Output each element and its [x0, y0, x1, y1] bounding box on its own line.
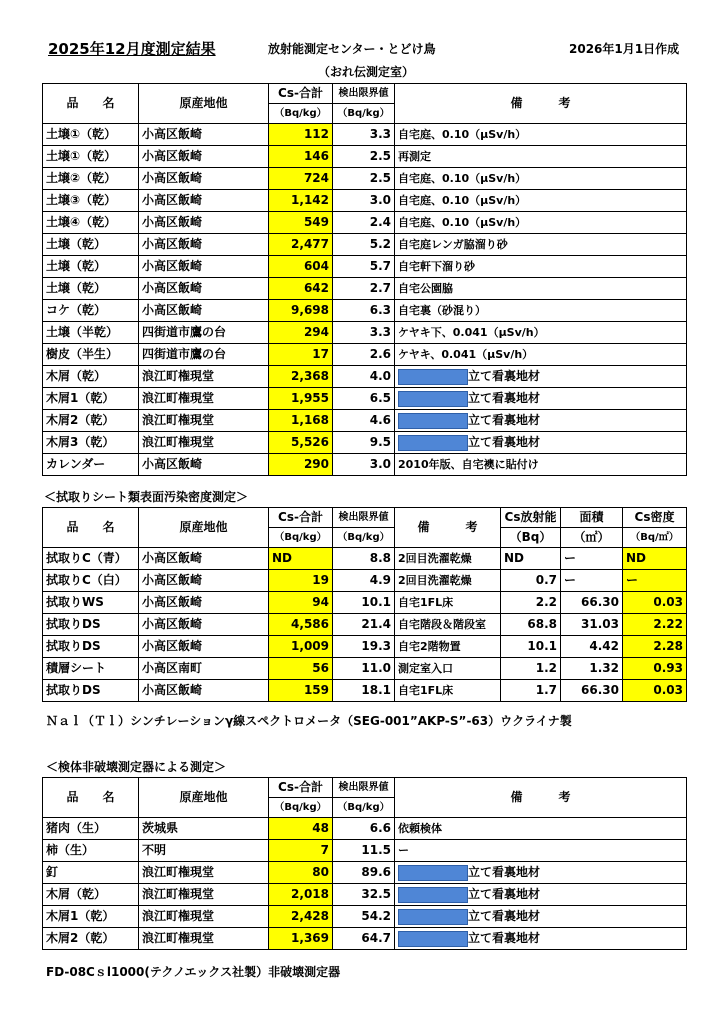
remarks-text: 自宅庭、0.10（μSv/h） — [398, 128, 527, 141]
limit-value-cell: 9.5 — [333, 432, 395, 454]
remarks-cell — [395, 124, 687, 146]
header-limit: 検出限界値 — [333, 778, 395, 798]
table-row — [43, 928, 687, 950]
limit-value-cell: 5.2 — [333, 234, 395, 256]
remarks-cell — [395, 906, 687, 928]
header-origin: 原産地他 — [139, 508, 269, 548]
origin-cell: 浪江町権現堂 — [139, 862, 269, 884]
table-row — [43, 680, 687, 702]
header-origin: 原産地他 — [139, 778, 269, 818]
origin-cell: 小高区飯崎 — [139, 212, 269, 234]
item-cell: 木屑2（乾） — [43, 928, 139, 950]
cs-value-cell: 549 — [269, 212, 333, 234]
remarks-cell — [395, 300, 687, 322]
density-cell: ND — [623, 548, 687, 570]
origin-cell: 不明 — [139, 840, 269, 862]
item-cell: 土壌（乾） — [43, 256, 139, 278]
remarks-cell — [395, 212, 687, 234]
remarks-text: 自宅庭、0.10（μSv/h） — [398, 216, 527, 229]
item-cell: 土壌（乾） — [43, 278, 139, 300]
redaction-bar — [398, 391, 468, 407]
area-cell: 66.30 — [561, 592, 623, 614]
activity-cell: 2.2 — [501, 592, 561, 614]
limit-value-cell: 11.0 — [333, 658, 395, 680]
limit-value-cell: 21.4 — [333, 614, 395, 636]
remarks-cell — [395, 388, 687, 410]
wipe-density-table — [42, 507, 687, 702]
item-cell: 積層シート — [43, 658, 139, 680]
redaction-bar — [398, 887, 468, 903]
origin-cell: 茨城県 — [139, 818, 269, 840]
table-row — [43, 432, 687, 454]
density-cell: 0.03 — [623, 680, 687, 702]
origin-cell: 小高区飯崎 — [139, 570, 269, 592]
item-cell: 釘 — [43, 862, 139, 884]
remarks-text: 自宅庭レンガ脇溜り砂 — [398, 238, 508, 251]
limit-value-cell: 18.1 — [333, 680, 395, 702]
remarks-text: ー — [398, 844, 409, 857]
table-row — [43, 366, 687, 388]
item-cell: 土壌（半乾） — [43, 322, 139, 344]
table-row — [43, 884, 687, 906]
remarks-text: 立て看裏地材 — [468, 931, 541, 945]
table-row — [43, 636, 687, 658]
item-cell: 土壌①（乾） — [43, 146, 139, 168]
table-row — [43, 212, 687, 234]
remarks-cell — [395, 840, 687, 862]
cs-value-cell: 4,586 — [269, 614, 333, 636]
remarks-cell — [395, 168, 687, 190]
remarks-cell — [395, 884, 687, 906]
item-cell: 木屑2（乾） — [43, 410, 139, 432]
redaction-bar — [398, 435, 468, 451]
origin-cell: 浪江町権現堂 — [139, 388, 269, 410]
activity-cell: 1.7 — [501, 680, 561, 702]
cs-value-cell: 112 — [269, 124, 333, 146]
creation-date: 2026年1月1日作成 — [569, 42, 680, 56]
limit-value-cell: 6.5 — [333, 388, 395, 410]
limit-value-cell: 54.2 — [333, 906, 395, 928]
remarks-cell — [395, 278, 687, 300]
area-cell: ー — [561, 570, 623, 592]
cs-value-cell: 5,526 — [269, 432, 333, 454]
table-row — [43, 570, 687, 592]
origin-cell: 小高区飯崎 — [139, 146, 269, 168]
lab-name: （おれ伝測定室） — [318, 65, 415, 79]
remarks-text: 依頼検体 — [398, 822, 442, 835]
header-cs: Cs-合計 — [269, 778, 333, 798]
cs-value-cell: 1,009 — [269, 636, 333, 658]
table-row — [43, 818, 687, 840]
limit-value-cell: 2.4 — [333, 212, 395, 234]
area-cell: 66.30 — [561, 680, 623, 702]
item-cell: 土壌（乾） — [43, 234, 139, 256]
cs-value-cell: 604 — [269, 256, 333, 278]
header-activity: Cs放射能 — [501, 508, 561, 528]
cs-value-cell: 7 — [269, 840, 333, 862]
origin-cell: 小高区飯崎 — [139, 636, 269, 658]
header-cs-unit: （Bq/kg） — [269, 798, 333, 818]
remarks-cell: 自宅2階物置 — [395, 636, 501, 658]
remarks-cell: 自宅1FL床 — [395, 680, 501, 702]
cs-value-cell: 80 — [269, 862, 333, 884]
remarks-text: 自宅軒下溜り砂 — [398, 260, 475, 273]
item-cell: 樹皮（半生） — [43, 344, 139, 366]
table-row — [43, 278, 687, 300]
limit-value-cell: 3.3 — [333, 322, 395, 344]
item-cell: 猪肉（生） — [43, 818, 139, 840]
table-row — [43, 862, 687, 884]
density-cell: 2.28 — [623, 636, 687, 658]
origin-cell: 小高区飯崎 — [139, 278, 269, 300]
remarks-cell — [395, 256, 687, 278]
section-title-wipe: ＜拭取りシート類表面汚染密度測定＞ — [44, 490, 249, 504]
limit-value-cell: 4.6 — [333, 410, 395, 432]
redaction-bar — [398, 865, 468, 881]
remarks-text: 立て看裏地材 — [468, 391, 541, 405]
limit-value-cell: 6.3 — [333, 300, 395, 322]
section-title-nondestructive: ＜検体非破壊測定器による測定＞ — [46, 760, 227, 774]
header-cs-unit: （Bq/kg） — [269, 104, 333, 124]
density-cell: 0.03 — [623, 592, 687, 614]
header-remarks: 備 考 — [395, 84, 687, 124]
origin-cell: 浪江町権現堂 — [139, 410, 269, 432]
remarks-text: 立て看裏地材 — [468, 909, 541, 923]
origin-cell: 浪江町権現堂 — [139, 432, 269, 454]
remarks-cell: 2回目洗濯乾燥 — [395, 548, 501, 570]
header-origin: 原産地他 — [139, 84, 269, 124]
cs-value-cell: 2,018 — [269, 884, 333, 906]
origin-cell: 浪江町権現堂 — [139, 884, 269, 906]
table-row — [43, 592, 687, 614]
limit-value-cell: 64.7 — [333, 928, 395, 950]
origin-cell: 小高区飯崎 — [139, 168, 269, 190]
item-cell: 土壌③（乾） — [43, 190, 139, 212]
header-limit-unit: （Bq/kg） — [333, 798, 395, 818]
table-row — [43, 388, 687, 410]
cs-value-cell: 146 — [269, 146, 333, 168]
limit-value-cell: 2.6 — [333, 344, 395, 366]
limit-value-cell: 3.3 — [333, 124, 395, 146]
remarks-cell — [395, 190, 687, 212]
soil-measurement-table — [42, 83, 687, 476]
remarks-text: 再測定 — [398, 150, 431, 163]
table-row — [43, 548, 687, 570]
instrument-note-1: Ｎａｌ（Ｔｌ）シンチレーションγ線スペクトロメータ（SEG-001”AKP-S”-63）ウクライナ製 — [46, 714, 572, 728]
item-cell: 拭取りDS — [43, 614, 139, 636]
origin-cell: 四街道市鷹の台 — [139, 322, 269, 344]
remarks-cell — [395, 862, 687, 884]
header-area-unit: （㎡） — [561, 528, 623, 548]
cs-value-cell: 48 — [269, 818, 333, 840]
area-cell: 31.03 — [561, 614, 623, 636]
remarks-text: 立て看裏地材 — [468, 369, 541, 383]
remarks-text: 2010年版、自宅襖に貼付け — [398, 458, 539, 471]
table-row — [43, 454, 687, 476]
area-cell: 4.42 — [561, 636, 623, 658]
remarks-cell — [395, 432, 687, 454]
limit-value-cell: 19.3 — [333, 636, 395, 658]
header-cs: Cs-合計 — [269, 84, 333, 104]
limit-value-cell: 4.9 — [333, 570, 395, 592]
redaction-bar — [398, 931, 468, 947]
table-row — [43, 410, 687, 432]
density-cell: ー — [623, 570, 687, 592]
cs-value-cell: 19 — [269, 570, 333, 592]
cs-value-cell: 2,477 — [269, 234, 333, 256]
header-item: 品 名 — [43, 84, 139, 124]
header-item: 品 名 — [43, 778, 139, 818]
remarks-cell — [395, 322, 687, 344]
table-row — [43, 124, 687, 146]
cs-value-cell: 56 — [269, 658, 333, 680]
remarks-cell: 2回目洗濯乾燥 — [395, 570, 501, 592]
origin-cell: 小高区飯崎 — [139, 680, 269, 702]
redaction-bar — [398, 909, 468, 925]
origin-cell: 浪江町権現堂 — [139, 928, 269, 950]
origin-cell: 小高区飯崎 — [139, 548, 269, 570]
origin-cell: 小高区飯崎 — [139, 592, 269, 614]
origin-cell: 小高区南町 — [139, 658, 269, 680]
area-cell: 1.32 — [561, 658, 623, 680]
header-area: 面積 — [561, 508, 623, 528]
activity-cell: 68.8 — [501, 614, 561, 636]
origin-cell: 小高区飯崎 — [139, 300, 269, 322]
instrument-note-2: FD-08Cｓl1000(テクノエックス社製）非破壊測定器 — [46, 965, 341, 979]
item-cell: 拭取りDS — [43, 636, 139, 658]
remarks-cell: 測定室入口 — [395, 658, 501, 680]
item-cell: 柿（生） — [43, 840, 139, 862]
remarks-cell — [395, 410, 687, 432]
limit-value-cell: 3.0 — [333, 454, 395, 476]
header-cs: Cs-合計 — [269, 508, 333, 528]
table-row — [43, 344, 687, 366]
origin-cell: 小高区飯崎 — [139, 454, 269, 476]
remarks-cell: 自宅1FL床 — [395, 592, 501, 614]
item-cell: 木屑1（乾） — [43, 388, 139, 410]
origin-cell: 小高区飯崎 — [139, 190, 269, 212]
area-cell: ー — [561, 548, 623, 570]
remarks-text: 立て看裏地材 — [468, 887, 541, 901]
table-row — [43, 256, 687, 278]
item-cell: 土壌②（乾） — [43, 168, 139, 190]
remarks-text: 自宅裏（砂混り） — [398, 304, 486, 317]
cs-value-cell: 642 — [269, 278, 333, 300]
remarks-cell — [395, 366, 687, 388]
cs-value-cell: 9,698 — [269, 300, 333, 322]
origin-cell: 四街道市鷹の台 — [139, 344, 269, 366]
activity-cell: 0.7 — [501, 570, 561, 592]
item-cell: 木屑（乾） — [43, 884, 139, 906]
item-cell: 拭取りWS — [43, 592, 139, 614]
item-cell: 拭取りC（白） — [43, 570, 139, 592]
remarks-text: 自宅庭、0.10（μSv/h） — [398, 172, 527, 185]
limit-value-cell: 2.5 — [333, 168, 395, 190]
header-density: Cs密度 — [623, 508, 687, 528]
cs-value-cell: 94 — [269, 592, 333, 614]
cs-value-cell: 1,369 — [269, 928, 333, 950]
limit-value-cell: 89.6 — [333, 862, 395, 884]
table-row — [43, 190, 687, 212]
remarks-cell — [395, 818, 687, 840]
table-row — [43, 614, 687, 636]
cs-value-cell: 2,368 — [269, 366, 333, 388]
remarks-text: 立て看裏地材 — [468, 435, 541, 449]
item-cell: 木屑（乾） — [43, 366, 139, 388]
header-limit: 検出限界値 — [333, 84, 395, 104]
item-cell: コケ（乾） — [43, 300, 139, 322]
density-cell: 0.93 — [623, 658, 687, 680]
remarks-text: 立て看裏地材 — [468, 413, 541, 427]
limit-value-cell: 2.5 — [333, 146, 395, 168]
cs-value-cell: 1,955 — [269, 388, 333, 410]
remarks-cell — [395, 454, 687, 476]
limit-value-cell: 11.5 — [333, 840, 395, 862]
item-cell: カレンダー — [43, 454, 139, 476]
density-cell: 2.22 — [623, 614, 687, 636]
origin-cell: 小高区飯崎 — [139, 614, 269, 636]
limit-value-cell: 2.7 — [333, 278, 395, 300]
table-row — [43, 906, 687, 928]
table-row — [43, 234, 687, 256]
table-row — [43, 146, 687, 168]
remarks-text: ケヤキ下、0.041（μSv/h） — [398, 326, 545, 339]
cs-value-cell: ND — [269, 548, 333, 570]
origin-cell: 小高区飯崎 — [139, 256, 269, 278]
activity-cell: ND — [501, 548, 561, 570]
limit-value-cell: 6.6 — [333, 818, 395, 840]
remarks-cell — [395, 234, 687, 256]
limit-value-cell: 32.5 — [333, 884, 395, 906]
header-item: 品 名 — [43, 508, 139, 548]
header-remarks: 備 考 — [395, 778, 687, 818]
nondestructive-table — [42, 777, 687, 950]
limit-value-cell: 8.8 — [333, 548, 395, 570]
limit-value-cell: 3.0 — [333, 190, 395, 212]
table-row — [43, 168, 687, 190]
cs-value-cell: 294 — [269, 322, 333, 344]
origin-cell: 小高区飯崎 — [139, 234, 269, 256]
origin-cell: 浪江町権現堂 — [139, 906, 269, 928]
table-row — [43, 658, 687, 680]
header-density-unit: （Bq/㎡） — [623, 528, 687, 548]
table-row — [43, 300, 687, 322]
item-cell: 土壌④（乾） — [43, 212, 139, 234]
header-limit: 検出限界値 — [333, 508, 395, 528]
redaction-bar — [398, 413, 468, 429]
remarks-text: 自宅庭、0.10（μSv/h） — [398, 194, 527, 207]
header-cs-unit: （Bq/kg） — [269, 528, 333, 548]
origin-cell: 浪江町権現堂 — [139, 366, 269, 388]
page-title: 2025年12月度測定結果 — [48, 40, 216, 58]
limit-value-cell: 5.7 — [333, 256, 395, 278]
remarks-text: ケヤキ、0.041（μSv/h） — [398, 348, 534, 361]
table-row — [43, 322, 687, 344]
table-row — [43, 840, 687, 862]
header-activity-unit: （Bq） — [501, 528, 561, 548]
item-cell: 拭取りDS — [43, 680, 139, 702]
limit-value-cell: 4.0 — [333, 366, 395, 388]
cs-value-cell: 290 — [269, 454, 333, 476]
remarks-text: 自宅公園脇 — [398, 282, 453, 295]
remarks-cell — [395, 146, 687, 168]
item-cell: 木屑1（乾） — [43, 906, 139, 928]
item-cell: 拭取りC（青） — [43, 548, 139, 570]
cs-value-cell: 1,142 — [269, 190, 333, 212]
cs-value-cell: 159 — [269, 680, 333, 702]
redaction-bar — [398, 369, 468, 385]
remarks-cell — [395, 344, 687, 366]
remarks-cell — [395, 928, 687, 950]
cs-value-cell: 1,168 — [269, 410, 333, 432]
remarks-text: 立て看裏地材 — [468, 865, 541, 879]
header-limit-unit: （Bq/kg） — [333, 104, 395, 124]
activity-cell: 10.1 — [501, 636, 561, 658]
organization-name: 放射能測定センター・とどけ鳥 — [268, 42, 436, 56]
remarks-cell: 自宅階段＆階段室 — [395, 614, 501, 636]
header-remarks: 備 考 — [395, 508, 501, 548]
item-cell: 土壌①（乾） — [43, 124, 139, 146]
cs-value-cell: 2,428 — [269, 906, 333, 928]
cs-value-cell: 724 — [269, 168, 333, 190]
item-cell: 木屑3（乾） — [43, 432, 139, 454]
activity-cell: 1.2 — [501, 658, 561, 680]
origin-cell: 小高区飯崎 — [139, 124, 269, 146]
cs-value-cell: 17 — [269, 344, 333, 366]
limit-value-cell: 10.1 — [333, 592, 395, 614]
header-limit-unit: （Bq/kg） — [333, 528, 395, 548]
